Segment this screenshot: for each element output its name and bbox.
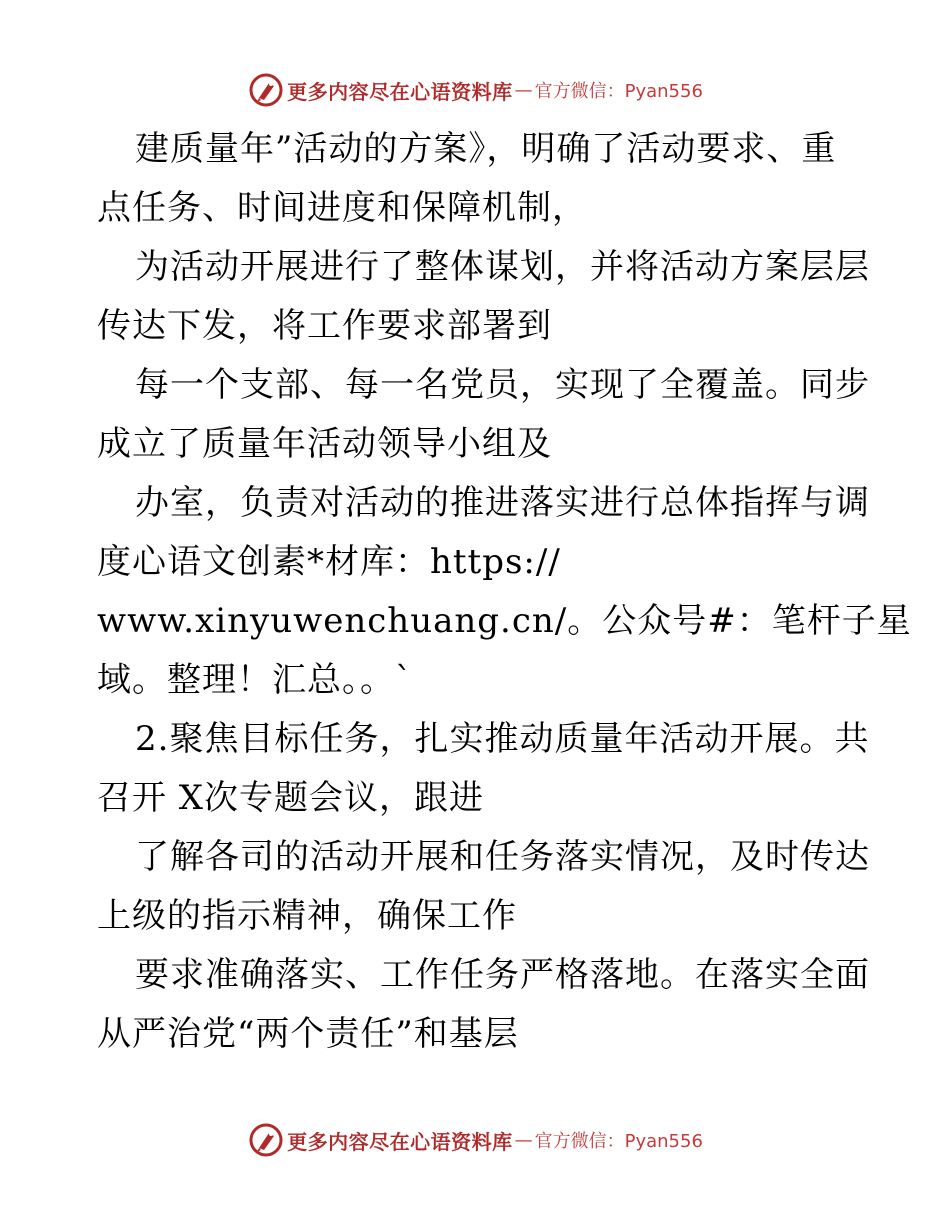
- banner-main-text: 更多内容尽在心语资料库: [287, 1129, 513, 1154]
- text-line: 点任务、时间进度和保障机制，: [97, 188, 587, 228]
- text-line: 每一个支部、每一名党员，实现了全覆盖。同步: [135, 365, 870, 405]
- header-banner: [0, 68, 950, 112]
- text-line: 要求准确落实、工作任务严格落地。在落实全面: [135, 955, 870, 995]
- text-line: 成立了质量年活动领导小组及: [97, 424, 552, 464]
- footer-banner: [0, 1118, 950, 1162]
- banner-main-text: 更多内容尽在心语资料库: [287, 79, 513, 104]
- text-line: 传达下发，将工作要求部署到: [97, 306, 552, 346]
- text-line: 召开 X次专题会议，跟进: [97, 778, 485, 818]
- banner-sub-text: 官方微信：Pyan556: [534, 1131, 703, 1152]
- text-line: 从严治党“两个责任”和基层: [97, 1014, 519, 1054]
- text-line: 办室，负责对活动的推进落实进行总体指挥与调: [135, 483, 870, 523]
- banner-sub-text: 官方微信：Pyan556: [534, 81, 703, 102]
- text-line: 域。整理！汇总。。`: [97, 660, 413, 700]
- text-line: 度心语文创素*材库：https://: [97, 542, 561, 582]
- text-line: 上级的指示精神，确保工作: [97, 896, 517, 936]
- pen-nib-logo-icon: [247, 1121, 285, 1159]
- document-body: [97, 120, 912, 1064]
- text-line: 2.聚焦目标任务，扎实推动质量年活动开展。共: [135, 719, 870, 759]
- text-line: 建质量年”活动的方案》，明确了活动要求、重: [135, 129, 837, 169]
- text-line: 为活动开展进行了整体谋划，并将活动方案层层: [135, 247, 870, 287]
- text-line: www.xinyuwenchuang.cn/。公众号#：笔杆子星: [97, 601, 912, 641]
- banner-dash: —: [514, 79, 533, 101]
- banner-dash: —: [514, 1129, 533, 1151]
- text-line: 了解各司的活动开展和任务落实情况，及时传达: [135, 837, 870, 877]
- pen-nib-logo-icon: [247, 71, 285, 109]
